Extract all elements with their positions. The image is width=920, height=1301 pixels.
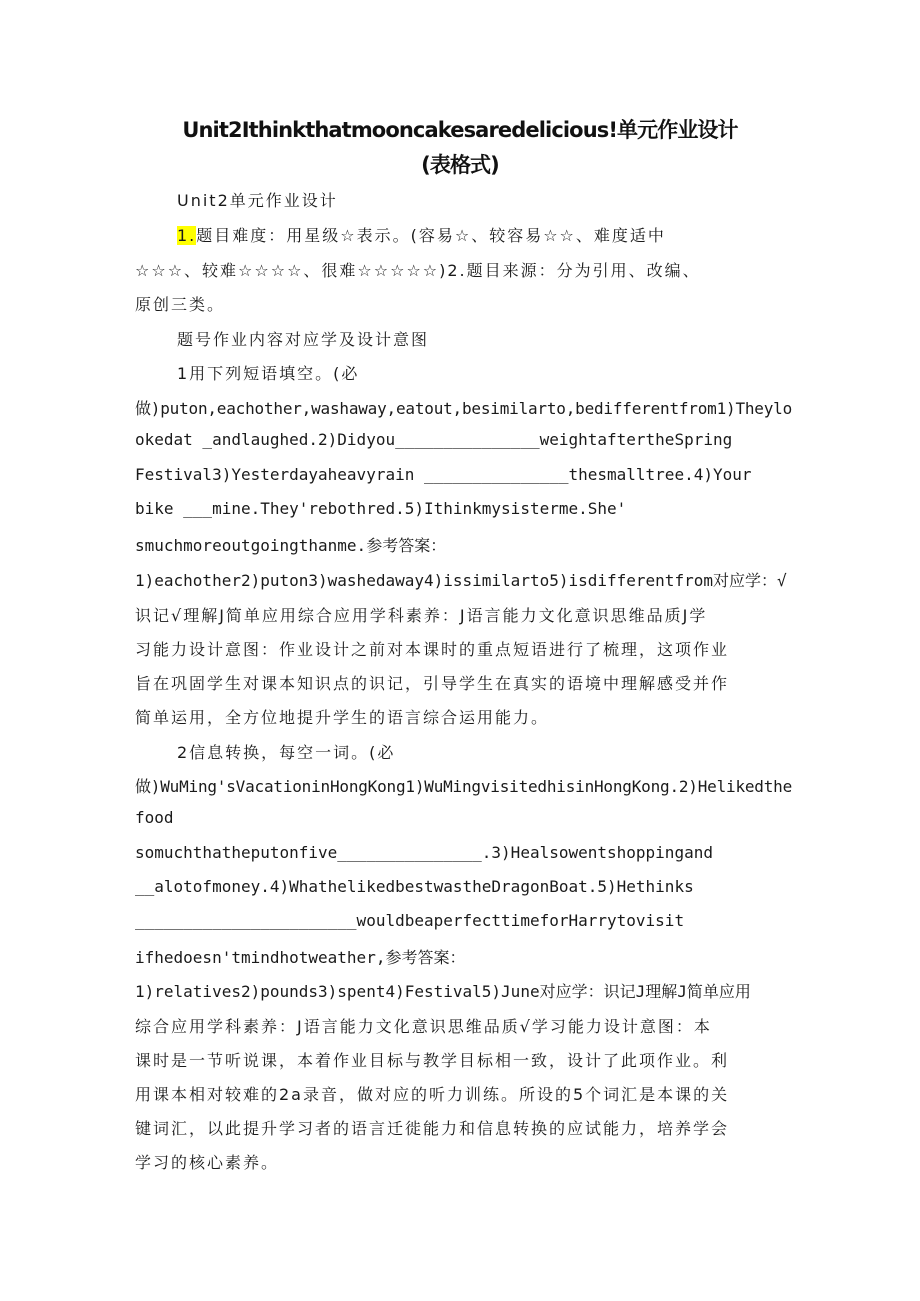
paragraph-line: food <box>135 808 174 827</box>
question-heading: 2信息转换，每空一词。(必 <box>177 743 396 762</box>
paragraph-text: 题目难度：用星级☆表示。(容易☆、较容易☆☆、难度适中 <box>196 226 666 245</box>
paragraph-line: smuchmoreoutgoingthanme.参考答案： <box>135 536 447 555</box>
paragraph-line: 用课本相对较难的2a录音，做对应的听力训练。所设的5个词汇是本课的关 <box>135 1085 730 1104</box>
paragraph-line: Festival3)Yesterdayaheavyrain _______________thesmalltree.4)Your <box>135 465 752 484</box>
paragraph-line: 综合应用学科素养：J语言能力文化意识思维品质√学习能力设计意图：本 <box>135 1017 712 1036</box>
question-heading: 1用下列短语填空。(必 <box>177 364 360 383</box>
paragraph-line: 简单运用，全方位地提升学生的语言综合运用能力。 <box>135 708 550 727</box>
paragraph-line: 旨在巩固学生对课本知识点的识记，引导学生在真实的语境中理解感受并作 <box>135 674 730 693</box>
paragraph-line: 1)eachother2)puton3)washedaway4)issimilarto5)isdifferentfrom对应学：√ <box>135 571 787 590</box>
paragraph-line: 做)WuMing'sVacationinHongKong1)WuMingvisitedhisinHongKong.2)Helikedthe <box>135 777 793 796</box>
paragraph-line <box>177 223 666 246</box>
paragraph-line: 习能力设计意图：作业设计之前对本课时的重点短语进行了梳理，这项作业 <box>135 640 730 659</box>
document-title: Unit2Ithinkthatmooncakesaredelicious!单元作业设计 <box>182 118 738 142</box>
paragraph-line: 课时是一节听说课，本着作业目标与教学目标相一致，设计了此项作业。利 <box>135 1051 730 1070</box>
table-header-line: 题号作业内容对应学及设计意图 <box>177 330 430 349</box>
paragraph-line: 原创三类。 <box>135 295 226 314</box>
document-title-continued: (表格式) <box>421 153 499 177</box>
paragraph-line: ☆☆☆、较难☆☆☆☆、很难☆☆☆☆☆)2.题目来源：分为引用、改编、 <box>135 261 701 280</box>
paragraph-line: bike ___mine.They'rebothred.5)Ithinkmysisterme.She' <box>135 499 627 518</box>
paragraph-line: ifhedoesn'tmindhotweather,参考答案： <box>135 948 466 967</box>
section-heading: Unit2单元作业设计 <box>177 191 338 210</box>
paragraph-line: 键词汇，以此提升学习者的语言迁徙能力和信息转换的应试能力，培养学会 <box>135 1119 730 1138</box>
paragraph-line: somuchthatheputonfive_______________.3)Healsowentshoppingand <box>135 843 713 862</box>
paragraph-line: _______________________wouldbeaperfecttimeforHarrytovisit <box>135 911 685 930</box>
highlighted-number: 1. <box>177 226 197 245</box>
paragraph-line: 做)puton,eachother,washaway,eatout,besimilarto,bedifferentfrom1)Theylo <box>135 399 793 418</box>
paragraph-line: 学习的核心素养。 <box>135 1153 280 1172</box>
paragraph-line: okedat _andlaughed.2)Didyou_______________weightaftertheSpring <box>135 430 733 449</box>
paragraph-line: __alotofmoney.4)WhathelikedbestwastheDragonBoat.5)Hethinks <box>135 877 694 896</box>
paragraph-line: 1)relatives2)pounds3)spent4)Festival5)June对应学：识记J理解J简单应用 <box>135 982 751 1001</box>
paragraph-line: 识记√理解J简单应用综合应用学科素养：J语言能力文化意识思维品质J学 <box>135 606 708 625</box>
